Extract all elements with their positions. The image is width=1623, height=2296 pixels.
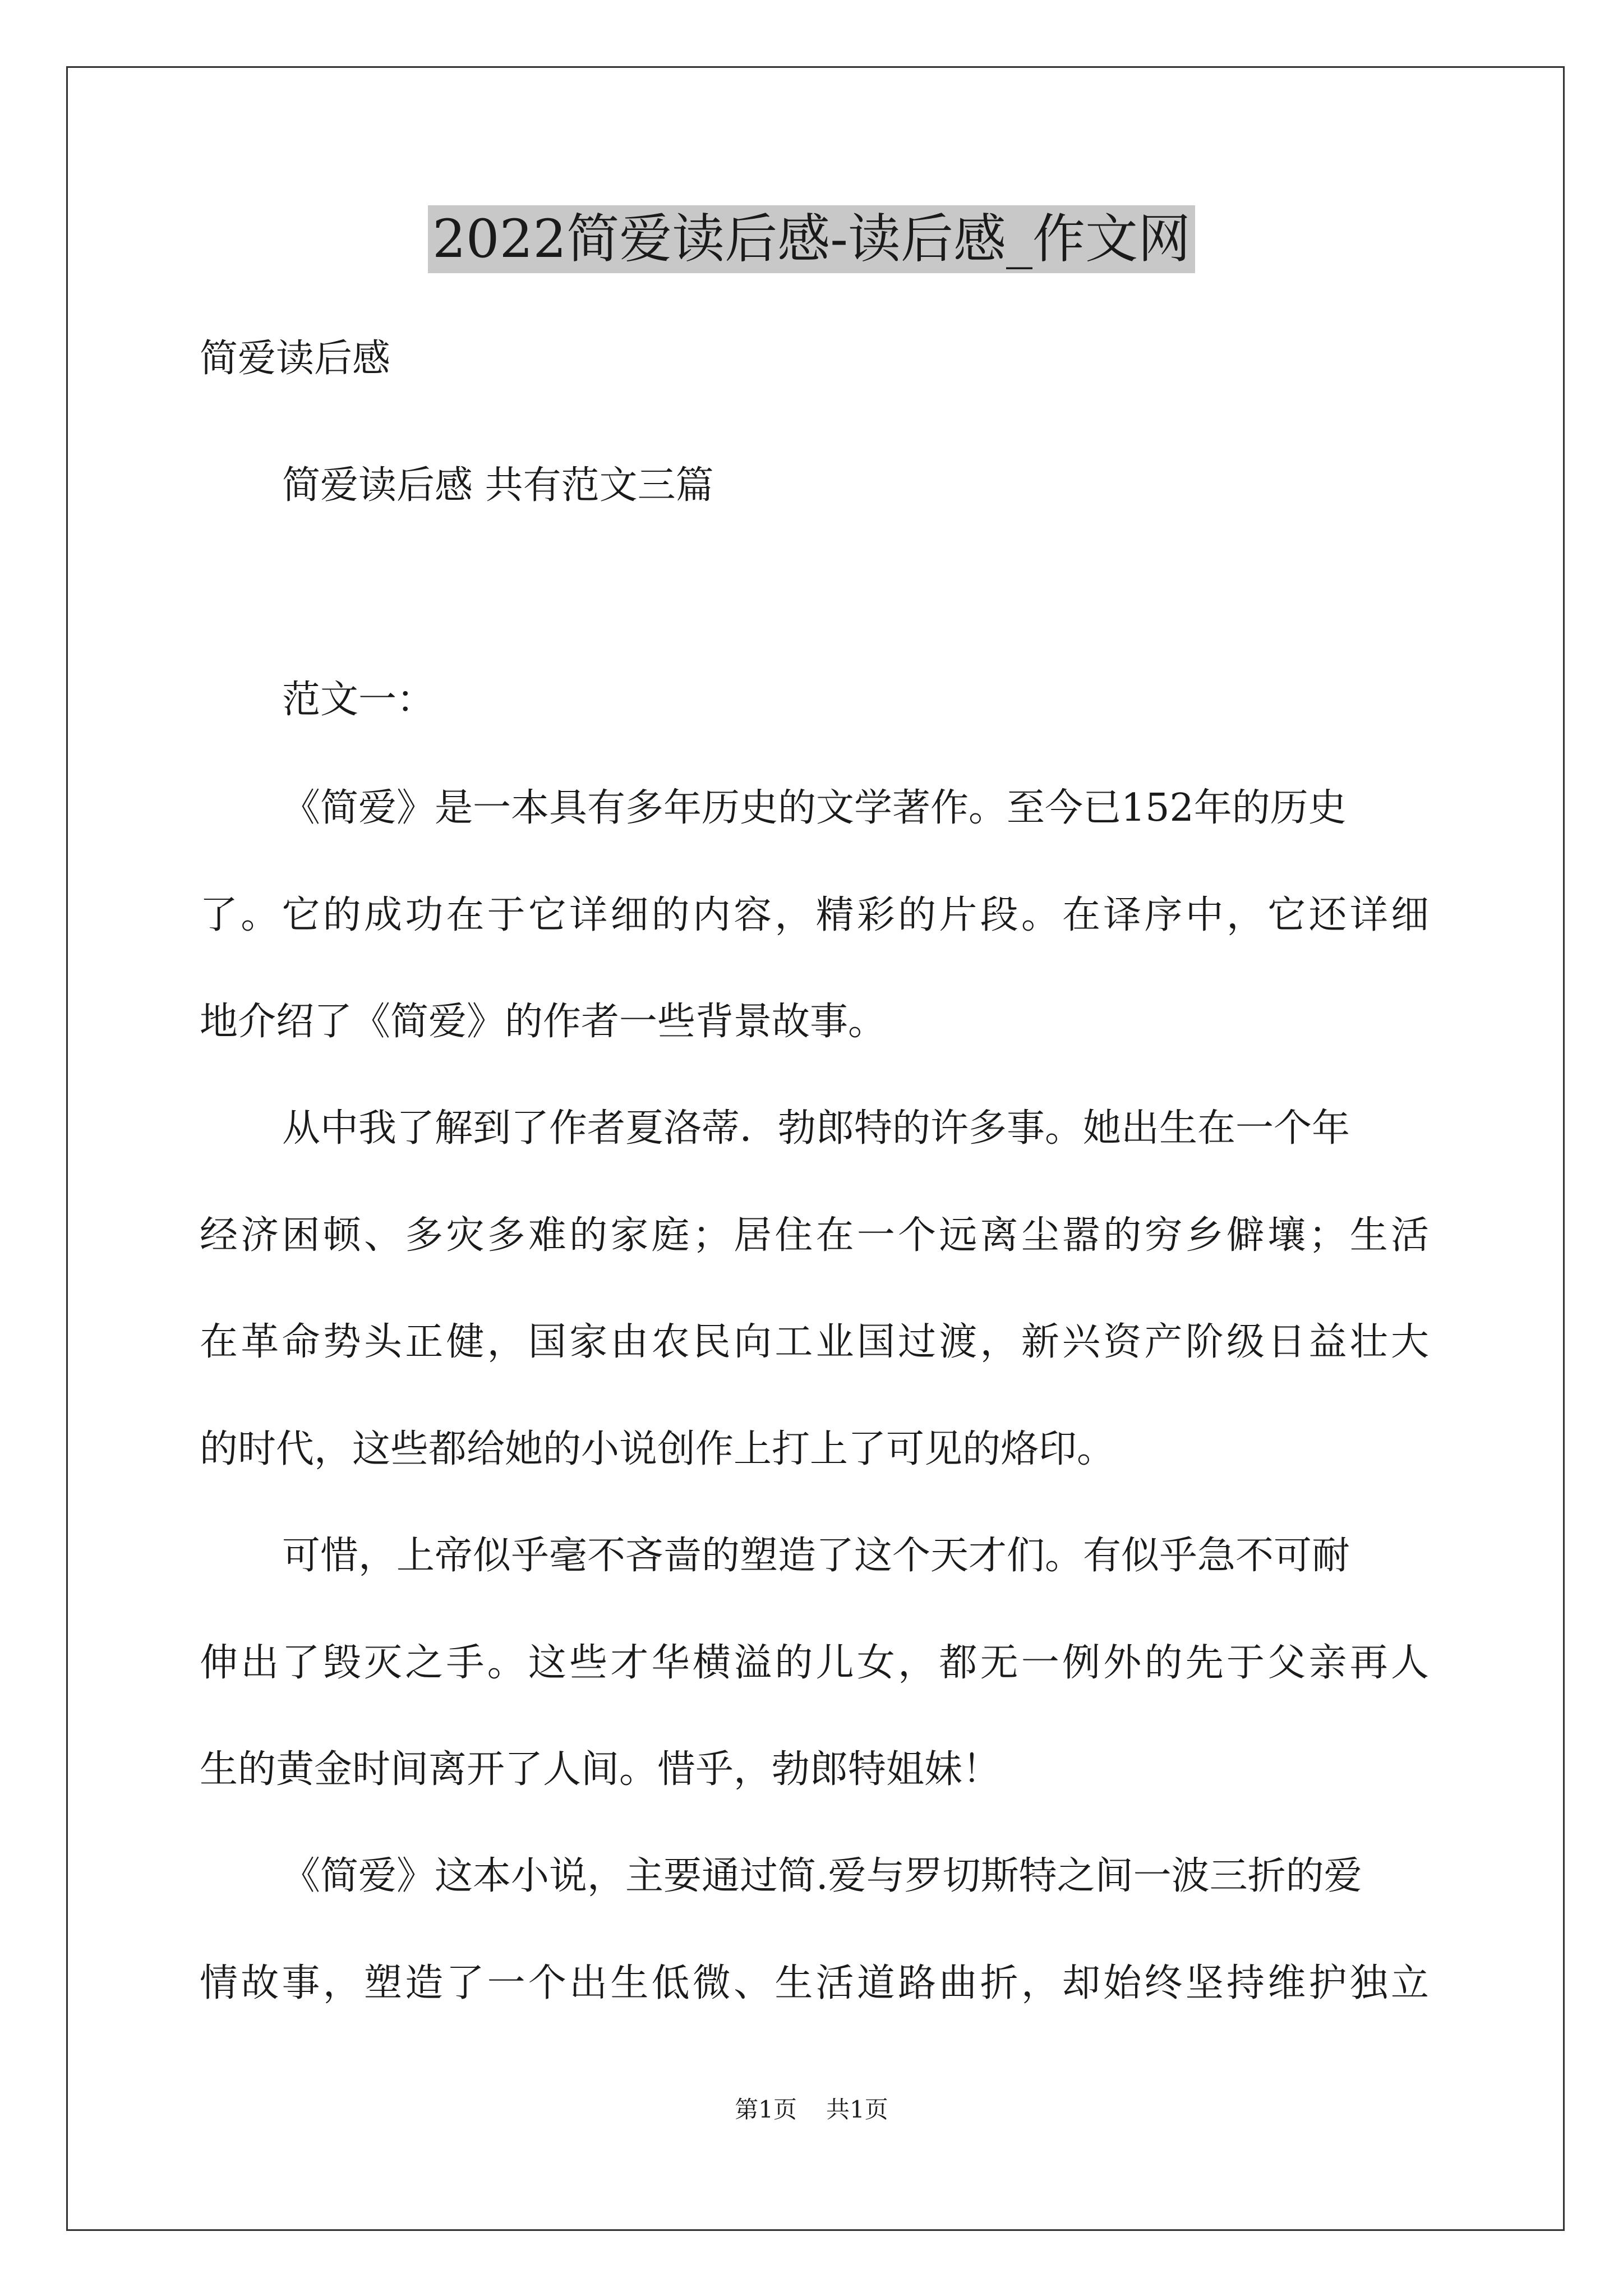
document-title-text: 2022简爱读后感-读后感_作文网 [428, 205, 1195, 273]
page-footer [0, 2094, 1623, 2125]
document-heading: 简爱读后感 [200, 337, 391, 381]
paragraph-4-line-1: 《简爱》这本小说，主要通过简.爱与罗切斯特之间一波三折的爱 [282, 1854, 1362, 1898]
paragraph-2-line-4: 的时代，这些都给她的小说创作上打上了可见的烙印。 [200, 1427, 1115, 1471]
paragraph-2-line-1: 从中我了解到了作者夏洛蒂．勃郎特的许多事。她出生在一个年 [282, 1106, 1350, 1151]
paragraph-2-line-3: 在革命势头正健，国家由农民向工业国过渡，新兴资产阶级日益壮大 [200, 1320, 1429, 1364]
document-subheading: 简爱读后感 共有范文三篇 [282, 463, 714, 508]
paragraph-3-line-3: 生的黄金时间离开了人间。惜乎，勃郎特姐妹！ [200, 1747, 1001, 1792]
paragraph-2-line-2: 经济困顿、多灾多难的家庭；居住在一个远离尘嚣的穷乡僻壤；生活 [200, 1213, 1429, 1258]
page-number-current: 第1页 [735, 2096, 797, 2123]
page-number-total: 共1页 [826, 2096, 888, 2123]
paragraph-4-line-2: 情故事，塑造了一个出生低微、生活道路曲折，却始终坚持维护独立 [200, 1961, 1429, 2005]
paragraph-1-line-1: 《简爱》是一本具有多年历史的文学著作。至今已152年的历史 [282, 786, 1347, 830]
paragraph-1-line-2: 了。它的成功在于它详细的内容，精彩的片段。在译序中，它还详细 [200, 893, 1429, 937]
paragraph-3-line-1: 可惜，上帝似乎毫不吝啬的塑造了这个天才们。有似乎急不可耐 [282, 1534, 1350, 1578]
document-title [0, 205, 1623, 274]
section-label: 范文一： [282, 678, 435, 722]
paragraph-3-line-2: 伸出了毁灭之手。这些才华横溢的儿女，都无一例外的先于父亲再人 [200, 1641, 1429, 1685]
paragraph-1-line-3: 地介绍了《简爱》的作者一些背景故事。 [200, 1000, 887, 1044]
